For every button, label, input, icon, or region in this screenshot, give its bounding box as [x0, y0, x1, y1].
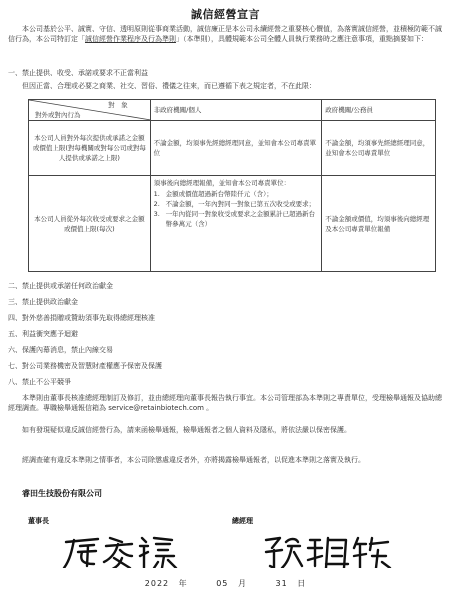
table-corner-cell: [29, 100, 151, 121]
date-year: 2022: [144, 579, 170, 588]
discipline-paragraph: 經調查確有違反本準則之情事者，本公司除懲處違反者外，亦將揭露檢舉通報者，以促進本準則之落實及執行。: [22, 456, 365, 464]
row-label-outgoing: 本公司人員對外每次提供或承諾之金額或價值上限(對每機關或對每公司或對每人提供或承諾之上限): [29, 121, 151, 176]
corner-label-bottom: 對外或對內行為: [35, 111, 81, 119]
outgoing-private-rule: 不論金額，均須事先經總經理同意，並知會本公司專責單位: [150, 121, 322, 176]
incoming-rule-item-1: 1. 金額或價值超過新台幣陸仟元（含）；: [153, 190, 273, 198]
report-paragraph: 如有發現疑似違反誠信經營行為，請來函檢舉通報，檢舉通報者之個人資料及隱私，將依法嚴以保密保護。: [22, 426, 351, 434]
col-header-private: 非政府機關/個人: [150, 100, 322, 121]
outgoing-government-rule: 不論金額，均須事先經總經理同意，並知會本公司專責單位: [322, 121, 436, 176]
section-1-description: 但因正當、合理或必要之商業、社交、習俗、禮儀之往來，而已遵循下表之規定者，不在此限：: [22, 82, 316, 90]
table-row-incoming: [29, 176, 436, 272]
date-day: 31: [275, 579, 288, 588]
signing-date: 2022 年 05 月 31 日: [144, 579, 307, 588]
section-2: 二、禁止提供或承諾任何政治獻金: [8, 282, 113, 290]
incoming-private-rule: [150, 176, 322, 272]
section-1-heading: 一、禁止提供、收受、承諾或要求不正當利益: [8, 69, 148, 77]
section-5: 五、利益衝突應予迴避: [8, 330, 78, 338]
gm-label: 總經理: [232, 517, 253, 525]
incoming-rule-intro: 須事後向總經理報備，並知會本公司專責單位：: [153, 179, 291, 187]
section-8: 八、禁止不公平競爭: [8, 378, 71, 386]
section-7: 七、對公司業務機密及智慧財產權應予保密及保護: [8, 362, 162, 370]
intro-paragraph: [8, 24, 444, 44]
company-name: 睿田生技股份有限公司: [22, 489, 102, 498]
rules-reference: 誠信經營作業程序及行為準則: [85, 35, 176, 43]
document-title: 誠信經營宣言: [191, 8, 260, 21]
publish-paragraph: 本準則由董事長核准總經理制訂及修訂，並由總經理向董事長報告執行事宜。本公司管理部為本準則之專責單位，受理檢舉通報及協助總經理調查。專職檢舉通報信箱為 service@retainbiotech.com 。: [8, 394, 442, 412]
incoming-rule-item-3: 3. 一年內從同一對象收受或要求之金額累計已超過新台幣參萬元（含）: [153, 210, 316, 228]
table-header-row: [29, 100, 436, 121]
intro-text-a: 本公司基於公平、誠實、守信、透明原則從事商業活動，誠信廉正是本公司永續經營之重要核心價值，為落實誠信經營，並積極防範不誠信行為，本公司特訂定「: [8, 25, 442, 43]
chairman-signature: [60, 528, 190, 568]
section-4: 四、對外慈善捐贈或贊助須事先取得總經理核准: [8, 314, 155, 322]
intro-text-b: 」（本準則），具體規範本公司全體人員執行業務時之應注意事項，重點摘要如下：: [176, 35, 428, 43]
row-label-incoming: 本公司人員從外每次收受或要求之金額或價值上限(每次): [29, 176, 151, 272]
chairman-label: 董事長: [28, 517, 49, 525]
incoming-government-rule: 不論金額或價值，均須事後向總經理及本公司專責單位報備: [322, 176, 436, 272]
incoming-rule-item-2: 2. 不論金額，一年內對同一對象已第五次收受或要求；: [153, 200, 316, 208]
gift-limit-table: [28, 99, 436, 272]
publish-text-a: 本準則由董事長核准總經理制訂及修訂，並由總經理向董事長報告執行事宜。本公司管理部為本準則之專責單位，受理檢舉通報及協助總經理調查。專職檢舉通報信箱為: [8, 394, 442, 412]
col-header-government: 政府機關/公務員: [322, 100, 436, 121]
corner-label-top: 對 象: [108, 101, 128, 109]
date-month: 05: [216, 579, 229, 588]
report-email: service@retainbiotech.com: [108, 404, 204, 412]
section-6: 六、保護內幕消息，禁止內線交易: [8, 346, 113, 354]
section-3: 三、禁止提供政治獻金: [8, 298, 78, 306]
table-row-outgoing: [29, 121, 436, 176]
gm-signature: [262, 528, 392, 568]
